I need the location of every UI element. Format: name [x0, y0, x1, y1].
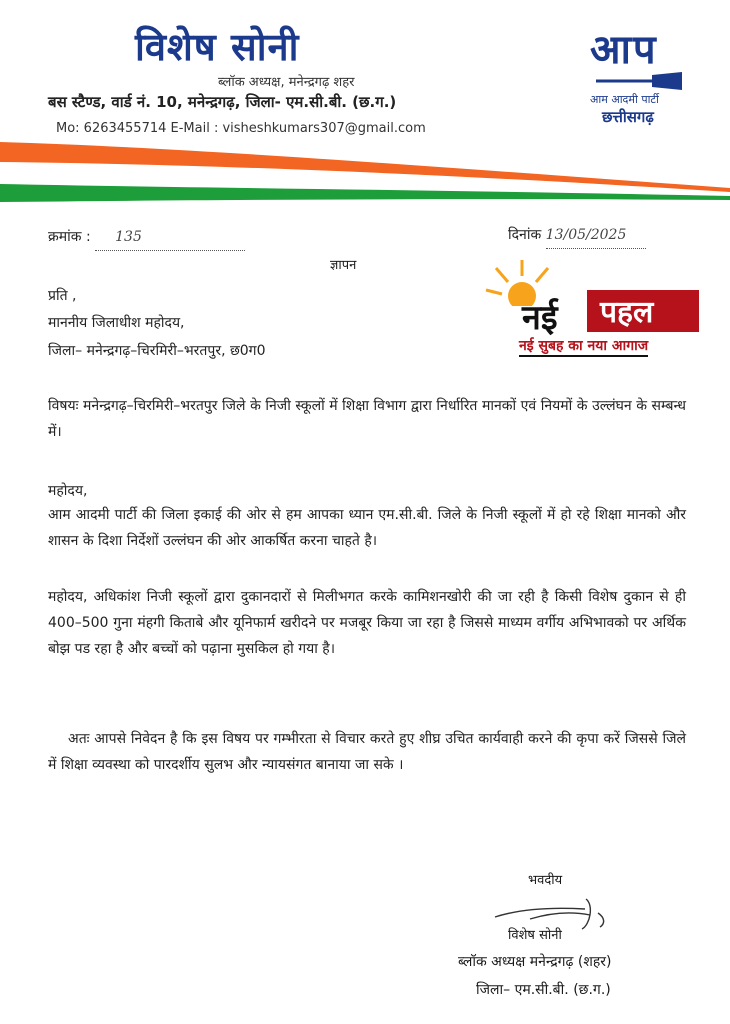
date-value: 13/05/2025 — [546, 222, 646, 249]
tricolor-stripes — [0, 138, 730, 202]
badge-word-nayi: नई — [522, 298, 558, 338]
addressee-line-2: जिला– मनेन्द्रगढ़–चिरमिरी–भरतपुर, छ0ग0 — [48, 343, 266, 359]
letterhead-contact: Mo: 6263455714 E-Mail : visheshkumars307@gmail.com — [56, 121, 426, 136]
signatory-designation: ब्लॉक अध्यक्ष मनेन्द्रगढ़ (शहर) — [458, 954, 612, 970]
addressee-prefix: प्रति , — [48, 288, 77, 304]
letterhead-designation: ब्लॉक अध्यक्ष, मनेन्द्रगढ़ शहर — [218, 75, 355, 90]
closing: भवदीय — [528, 873, 563, 888]
paragraph-2: महोदय, अधिकांश निजी स्कूलों द्वारा दुकानदारों से मिलीभगत करके कामिशनखोरी की जा रही है किसी विशेष दुकान से ही 400–500 गुना मंहगी किताबे और यूनिफार्म खरीदने पर मजबूर किया जा रहा है जिससे माध्यम वर्गीय अभिभावको पर अर्थिक बोझ पड रहा है और बच्चों को पढ़ाना मुसकिल हो गया है। — [48, 589, 686, 657]
party-name: आम आदमी पार्टी — [590, 93, 659, 106]
reference-label: क्रमांक : — [48, 229, 91, 245]
salutation: महोदय, — [48, 483, 88, 499]
broom-icon — [592, 72, 684, 90]
letterhead-name: विशेष सोनी — [135, 25, 300, 69]
paragraph-3: अतः आपसे निवेदन है कि इस विषय पर गम्भीरता से विचार करते हुए शीघ्र उचित कार्यवाही करने की कृपा करें जिससे जिले में शिक्षा व्यवस्था को पारदर्शीय सुलभ और न्यायसंगत बानाया जा सके । — [48, 731, 686, 773]
addressee-line-1: माननीय जिलाधीश महोदय, — [48, 315, 185, 331]
memorandum-heading: ज्ञापन — [330, 258, 357, 273]
party-state: छत्तीसगढ़ — [602, 108, 654, 126]
party-logo — [590, 27, 690, 127]
party-logo-mark: आप — [590, 27, 658, 73]
badge-word-pahal: पहल — [600, 295, 654, 330]
letter-subject: विषयः मनेन्द्रगढ़–चिरमिरी–भरतपुर जिले के निजी स्कूलों में शिक्षा विभाग द्वारा निर्धारित मानकों एवं नियमों के उल्लंघन के सम्बन्ध में। — [48, 398, 686, 440]
signatory-district: जिला– एम.सी.बी. (छ.ग.) — [476, 982, 611, 998]
reference-value: 135 — [95, 224, 245, 251]
date-label: दिनांक — [508, 227, 542, 243]
badge-tagline: नई सुबह का नया आगाज — [519, 336, 648, 357]
reference-number — [48, 224, 245, 251]
letter-date — [508, 222, 646, 249]
letterhead-address: बस स्टैण्ड, वार्ड नं. 10, मनेन्द्रगढ़, जिला- एम.सी.बी. (छ.ग.) — [48, 93, 397, 111]
signatory-name: विशेष सोनी — [508, 928, 562, 943]
paragraph-1: आम आदमी पार्टी की जिला इकाई की ओर से हम आपका ध्यान एम.सी.बी. जिले के निजी स्कूलों में हो रहे शिक्षा मानको और शासन के दिशा निर्देशों उल्लंघन की ओर आकर्षित करना चाहते है। — [48, 507, 686, 549]
